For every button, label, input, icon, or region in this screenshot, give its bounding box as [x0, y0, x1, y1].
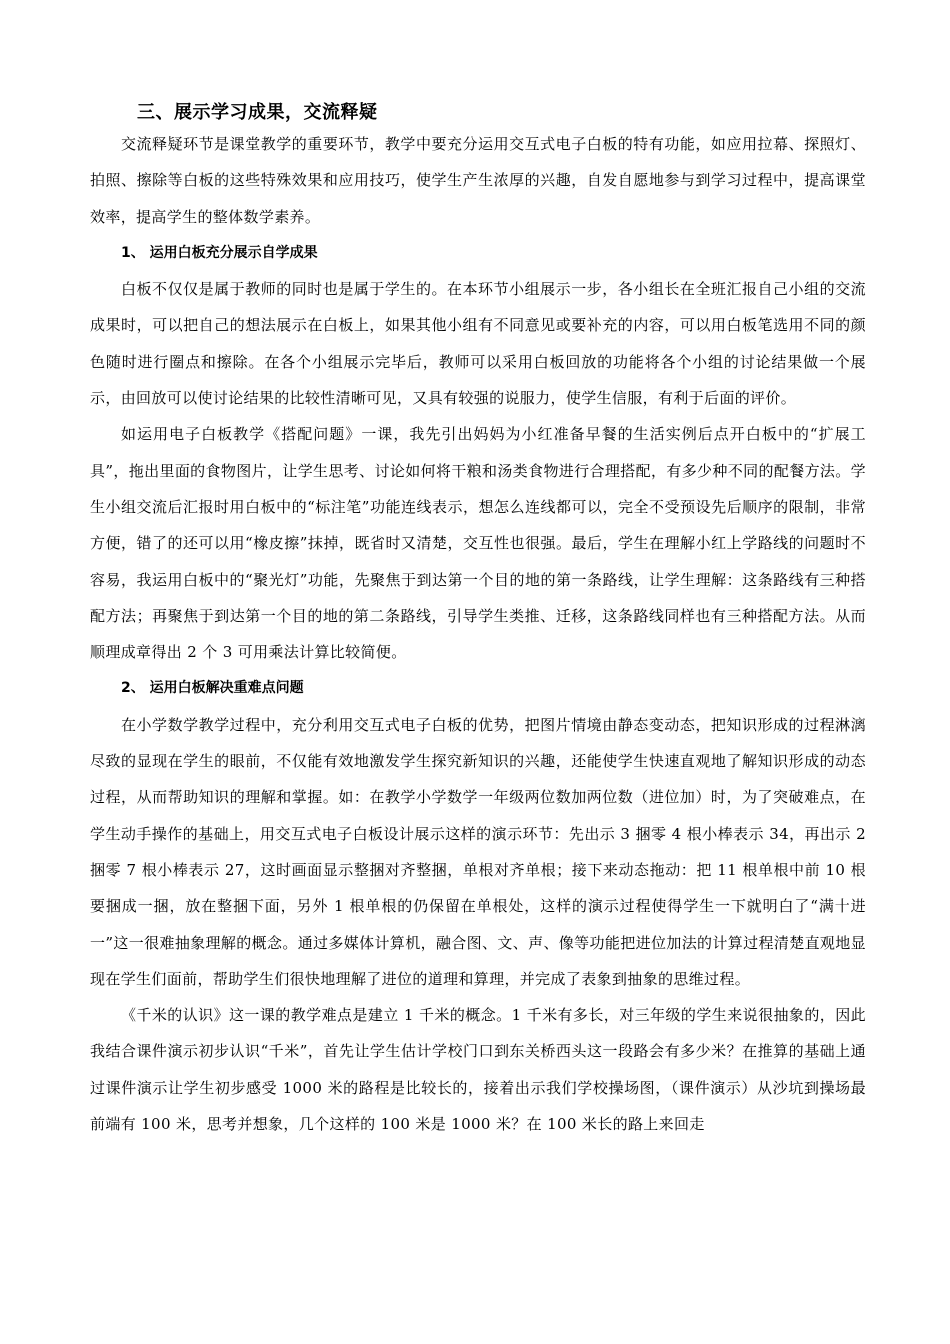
- subsection-1-paragraph-2: 如运用电子白板教学《搭配问题》一课，我先引出妈妈为小红准备早餐的生活实例后点开白板中的“扩展工具”，拖出里面的食物图片，让学生思考、讨论如何将干粮和汤类食物进行合理搭配，有多少种不同的配餐方法。学生小组交流后汇报时用白板中的“标注笔”功能连线表示，想怎么连线都可以，完全不受预设先后顺序的限制，非常方便，错了的还可以用“橡皮擦”抹掉，既省时又清楚，交互性也很强。最后，学生在理解小红上学路线的问题时不容易，我运用白板中的“聚光灯”功能，先聚焦于到达第一个目的地的第一条路线，让学生理解：这条路线有三种搭配方法；再聚焦于到达第一个目的地的第二条路线，引导学生类推、迁移，这条路线同样也有三种搭配方法。从而顺理成章得出 2 个 3 可用乘法计算比较简便。: [90, 425, 866, 662]
- subsection-2-paragraph-1: 在小学数学教学过程中，充分利用交互式电子白板的优势，把图片情境由静态变动态，把知识形成的过程淋漓尽致的显现在学生的眼前，不仅能有效地激发学生探究新知识的兴趣，还能使学生快速直观地了解知识形成的动态过程，从而帮助知识的理解和掌握。如：在教学小学数学一年级两位数加两位数（进位加）时，为了突破难点，在学生动手操作的基础上，用交互式电子白板设计展示这样的演示环节：先出示 3 捆零 4 根小棒表示 34，再出示 2 捆零 7 根小棒表示 27，这时画面显示整捆对齐整捆，单根对齐单根；接下来动态拖动：把 11 根单根中前 10 根要捆成一捆，放在整捆下面，另外 1 根单根的仍保留在单根处，这样的演示过程使得学生一下就明白了“满十进一”这一很难抽象理解的概念。通过多媒体计算机，融合图、文、声、像等功能把进位加法的计算过程清楚直观地显现在学生们面前，帮助学生们很快地理解了进位的道理和算理，并完成了表象到抽象的思维过程。: [90, 715, 866, 988]
- subsection-1-heading: 1、 运用白板充分展示自学成果: [121, 244, 318, 261]
- document-body: [90, 100, 866, 1142]
- section-intro-paragraph: 交流释疑环节是课堂教学的重要环节，教学中要充分运用交互式电子白板的特有功能，如应用拉幕、探照灯、拍照、擦除等白板的这些特殊效果和应用技巧，使学生产生浓厚的兴趣，自发自愿地参与到学习过程中，提高课堂效率，提高学生的整体数学素养。: [90, 135, 866, 226]
- subsection-1-paragraph-1: 白板不仅仅是属于教师的同时也是属于学生的。在本环节小组展示一步，各小组长在全班汇报自己小组的交流成果时，可以把自己的想法展示在白板上，如果其他小组有不同意见或要补充的内容，可以用白板笔选用不同的颜色随时进行圈点和擦除。在各个小组展示完毕后，教师可以采用白板回放的功能将各个小组的讨论结果做一个展示，由回放可以使讨论结果的比较性清晰可见，又具有较强的说服力，使学生信服，有利于后面的评价。: [90, 280, 866, 408]
- section-title: 三、展示学习成果，交流释疑: [137, 102, 378, 123]
- subsection-2-paragraph-2: 《千米的认识》这一课的教学难点是建立 1 千米的概念。1 千米有多长，对三年级的学生来说很抽象的，因此我结合课件演示初步认识“千米”，首先让学生估计学校门口到东关桥西头这一段路会有多少米？在推算的基础上通过课件演示让学生初步感受 1000 米的路程是比较长的，接着出示我们学校操场图，（课件演示）从沙坑到操场最前端有 100 米，思考并想象，几个这样的 100 米是 1000 米？在 100 米长的路上来回走: [90, 1006, 866, 1134]
- subsection-2-heading: 2、 运用白板解决重难点问题: [121, 680, 304, 697]
